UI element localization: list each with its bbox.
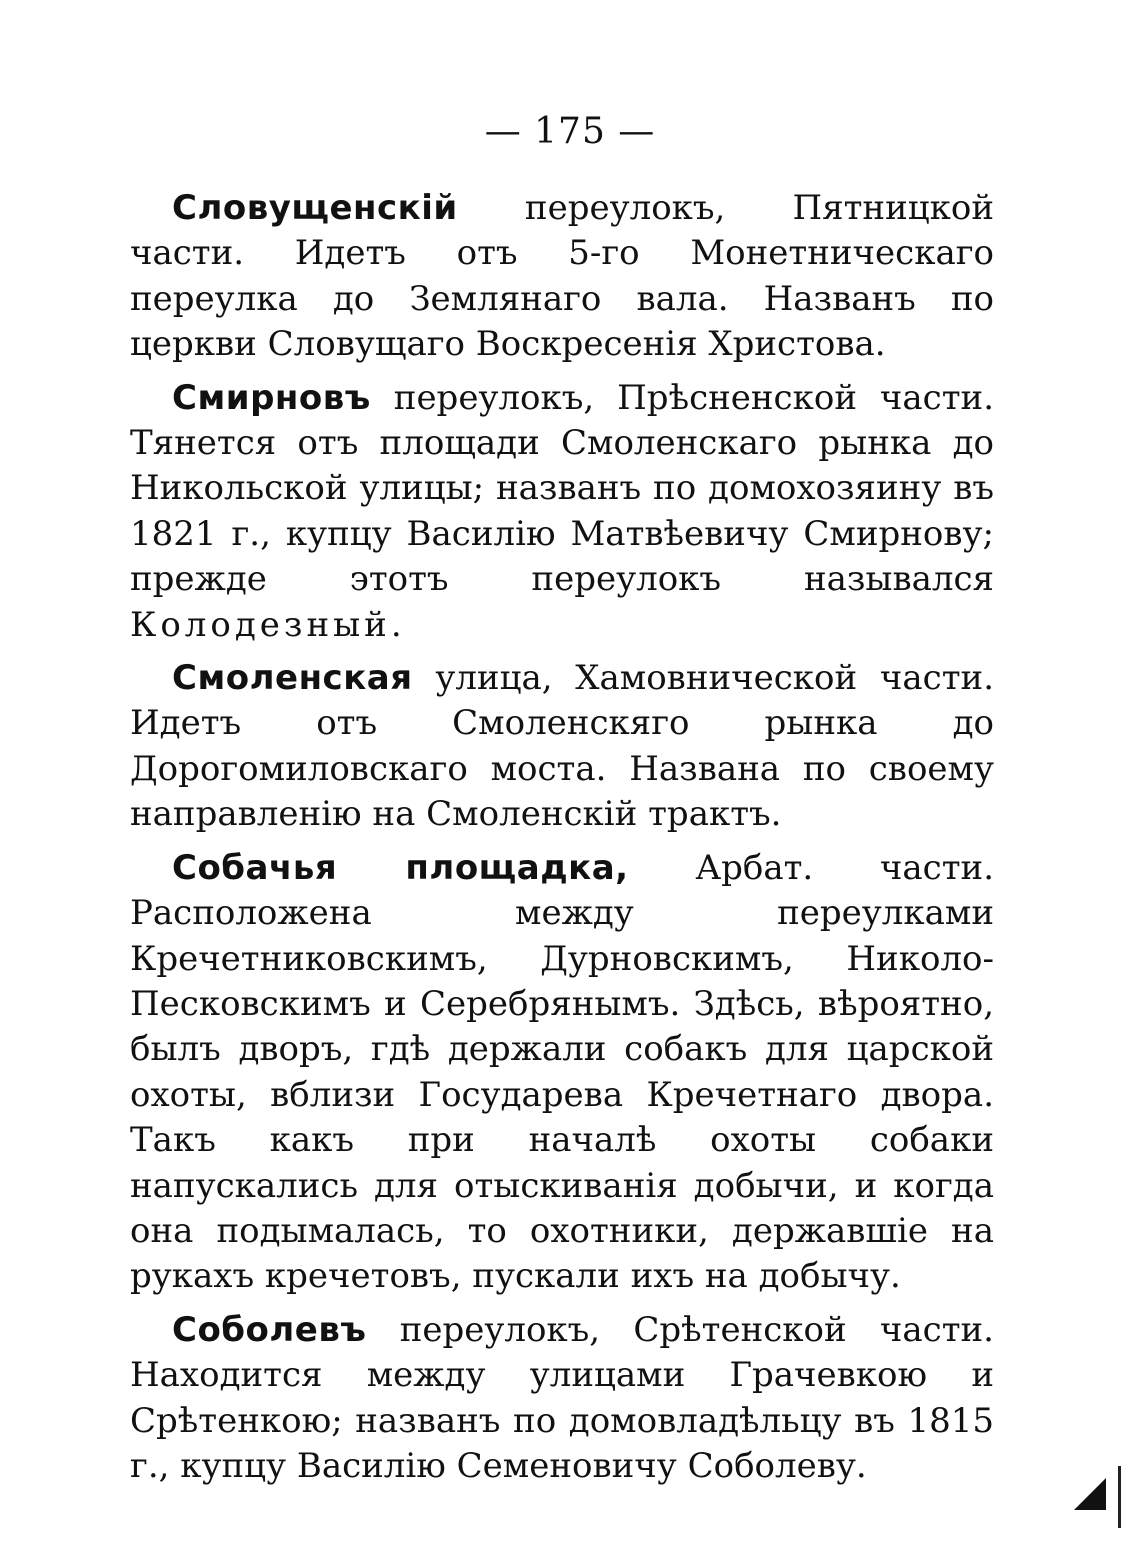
entry-spaced-word: Колодезный. xyxy=(130,604,406,645)
entry-text: переулокъ, Прѣсненской части. Тянется отъ площади Смоленскаго рынка до Никольской улицы; названъ по домохозяину въ 1821 г., купцу Василію Матвѣевичу Смирнову; прежде этотъ переулокъ назывался xyxy=(130,377,994,600)
page-body xyxy=(130,186,994,1497)
entry-text: Арбат. части. Расположена между переулками Кречетниковскимъ, Дурновскимъ, Николо-Песковскимъ и Серебрянымъ. Здѣсь, вѣроятно, былъ дворъ, гдѣ держали собакъ для царской охоты, вблизи Государева Кречетнаго двора. Такъ какъ при началѣ охоты собаки напускались для отыскиванія добычи, и когда она подымалась, то охотники, державшіе на рукахъ кречетовъ, пускали ихъ на добычу. xyxy=(130,847,994,1297)
entry-slovushchensky xyxy=(130,186,994,368)
entry-headword: Собачья площадка, xyxy=(172,847,629,888)
corner-triangle-mark xyxy=(1070,1476,1122,1512)
page-edge-line xyxy=(1118,1466,1121,1528)
entry-headword: Смоленская xyxy=(172,658,413,699)
entry-headword: Смирновъ xyxy=(172,377,371,418)
entry-smirnov xyxy=(130,376,994,648)
entry-headword: Словущенскій xyxy=(172,188,458,228)
page-number: — 175 — xyxy=(484,111,656,152)
entry-text: улица, Хамовнической части. Идетъ отъ Смоленскяго рынка до Дорогомиловскаго моста. Названа по своему направленію на Смоленскій трактъ. xyxy=(130,658,994,835)
entry-sobachya-ploshchadka xyxy=(130,846,994,1300)
entry-smolenskaya xyxy=(130,656,994,838)
entry-headword: Соболевъ xyxy=(172,1309,367,1350)
entry-sobolev xyxy=(130,1308,994,1490)
entry-text: переулокъ, Срѣтенской части. Находится между улицами Грачевкою и Срѣтенкою; названъ по домовладѣльцу въ 1815 г., купцу Василію Семеновичу Соболеву. xyxy=(130,1309,994,1486)
entry-text: переулокъ, Пятницкой части. Идетъ отъ 5-го Монетническаго переулка до Землянаго вала. Названъ по церкви Словущаго Воскресенія Христова. xyxy=(130,188,994,365)
